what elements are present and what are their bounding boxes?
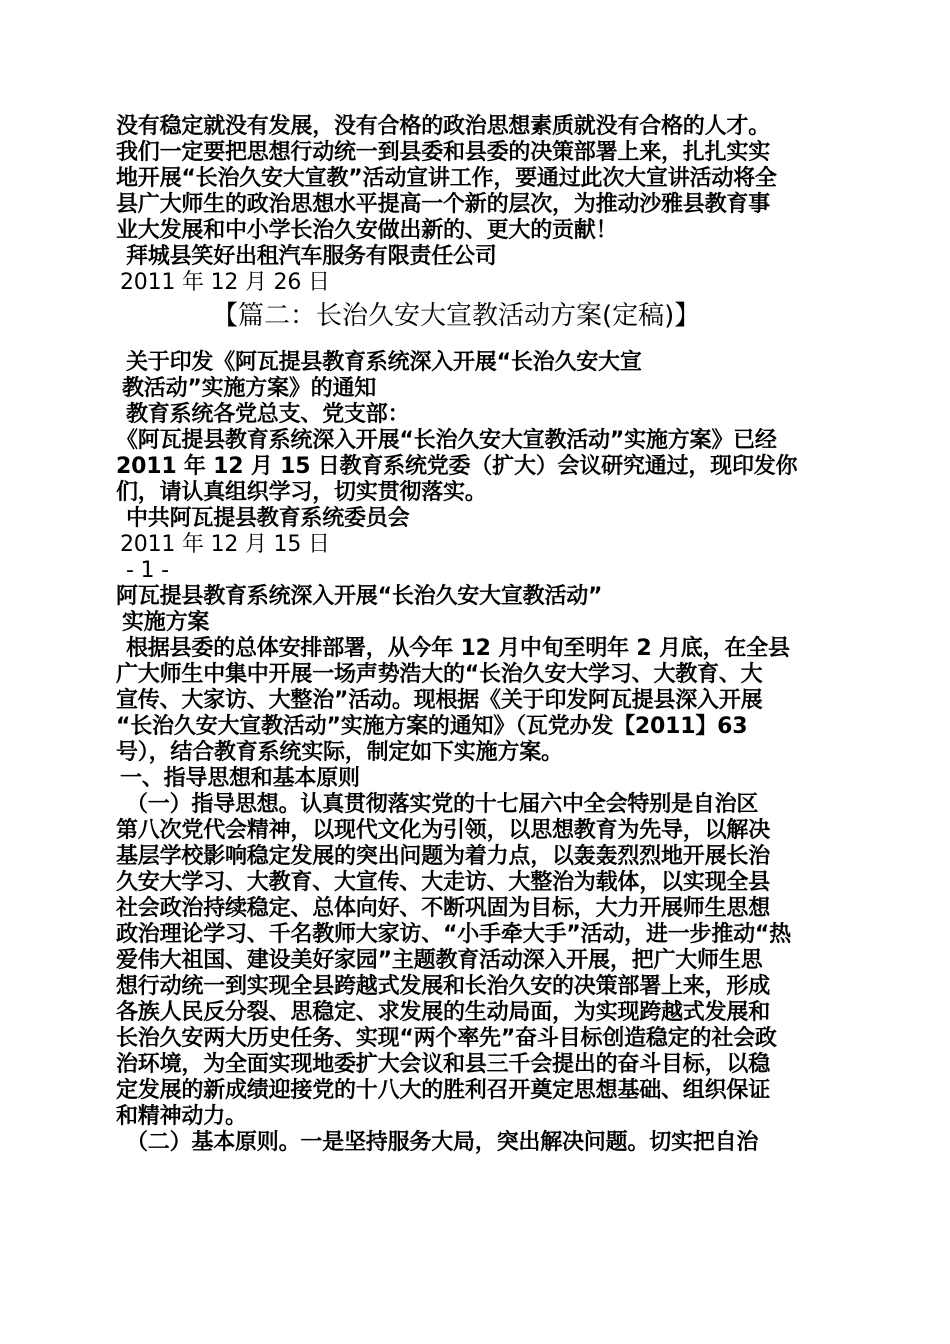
addressee: 教育系统各党总支、党支部：	[126, 402, 410, 427]
text-line: 治环境，为全面实现地委扩大会议和县三千会提出的奋斗目标，以稳	[116, 1052, 771, 1077]
text-line: 广大师生中集中开展一场声势浩大的“长治久安大学习、大教育、大	[116, 662, 763, 687]
text-line: 2011 年 12 月 15 日教育系统党委（扩大）会议研究通过，现印发你	[116, 454, 798, 479]
text-line: 们，请认真组织学习，切实贯彻落实。	[116, 480, 487, 505]
text-line: 各族人民反分裂、思稳定、求发展的生动局面，为实现跨越式发展和	[116, 1000, 771, 1025]
text-line: 实施方案	[122, 610, 210, 635]
text-line: 第八次党代会精神，以现代文化为引领，以思想教育为先导，以解决	[116, 818, 771, 843]
text-line: （一）指导思想。认真贯彻落实党的十七届六中全会特别是自治区	[126, 792, 759, 817]
signature-organization: 中共阿瓦提县教育系统委员会	[126, 506, 410, 531]
text-line: 根据县委的总体安排部署，从今年 12 月中旬至明年 2 月底，在全县	[126, 636, 790, 661]
text-line: 政治理论学习、千名教师大家访、“小手牵大手”活动，进一步推动“热	[116, 922, 791, 947]
text-line: 教活动”实施方案》的通知	[122, 376, 377, 401]
page-number: - 1 -	[126, 558, 169, 583]
text-line: 基层学校影响稳定发展的突出问题为着力点，以轰轰烈烈地开展长治	[116, 844, 771, 869]
signature-organization: 拜城县笑好出租汽车服务有限责任公司	[126, 244, 497, 269]
signature-date: 2011 年 12 月 26 日	[120, 270, 330, 295]
notice-title	[116, 350, 838, 402]
text-line: 想行动统一到实现全县跨越式发展和长治久安的决策部署上来，形成	[116, 974, 771, 999]
text-line: 业大发展和中小学长治久安做出新的、更大的贡献！	[116, 218, 618, 243]
text-line: 长治久安两大历史任务、实现“两个率先”奋斗目标创造稳定的社会政	[116, 1026, 777, 1051]
text-line: 爱伟大祖国、建设美好家园”主题教育活动深入开展，把广大师生思	[116, 948, 763, 973]
text-line: 《阿瓦提县教育系统深入开展“长治久安大宣教活动”实施方案》已经	[116, 428, 777, 453]
plan-intro-paragraph	[116, 636, 838, 766]
section-heading: 【篇二：长治久安大宣教活动方案(定稿)】	[212, 301, 701, 331]
text-line: 和精神动力。	[116, 1104, 247, 1129]
text-line: 没有稳定就没有发展，没有合格的政治思想素质就没有合格的人才。	[116, 114, 771, 139]
section-1-heading: 一、指导思想和基本原则	[120, 766, 360, 791]
text-line: 定发展的新成绩迎接党的十八大的胜利召开奠定思想基础、组织保证	[116, 1078, 771, 1103]
text-line: 关于印发《阿瓦提县教育系统深入开展“长治久安大宣	[126, 350, 642, 375]
text-line: 县广大师生的政治思想水平提高一个新的层次，为推动沙雅县教育事	[116, 192, 771, 217]
guiding-thought-paragraph	[116, 792, 838, 1130]
basic-principles-line: （二）基本原则。一是坚持服务大局，突出解决问题。切实把自治	[126, 1130, 759, 1155]
text-line: 久安大学习、大教育、大宣传、大走访、大整治为载体，以实现全县	[116, 870, 771, 895]
notice-body	[116, 428, 838, 506]
plan-title	[116, 584, 838, 636]
text-line: 号），结合教育系统实际，制定如下实施方案。	[116, 740, 563, 765]
intro-paragraph	[116, 114, 838, 244]
document-page	[116, 114, 838, 1156]
text-line: 我们一定要把思想行动统一到县委和县委的决策部署上来，扎扎实实	[116, 140, 771, 165]
text-line: 社会政治持续稳定、总体向好、不断巩固为目标，大力开展师生思想	[116, 896, 771, 921]
text-line: 宣传、大家访、大整治”活动。现根据《关于印发阿瓦提县深入开展	[116, 688, 763, 713]
text-line: 阿瓦提县教育系统深入开展“长治久安大宣教活动”	[116, 584, 603, 609]
signature-date: 2011 年 12 月 15 日	[120, 532, 330, 557]
text-line: “长治久安大宣教活动”实施方案的通知》（瓦党办发【2011】63	[116, 714, 748, 739]
text-line: 地开展“长治久安大宣教”活动宣讲工作，要通过此次大宣讲活动将全	[116, 166, 777, 191]
